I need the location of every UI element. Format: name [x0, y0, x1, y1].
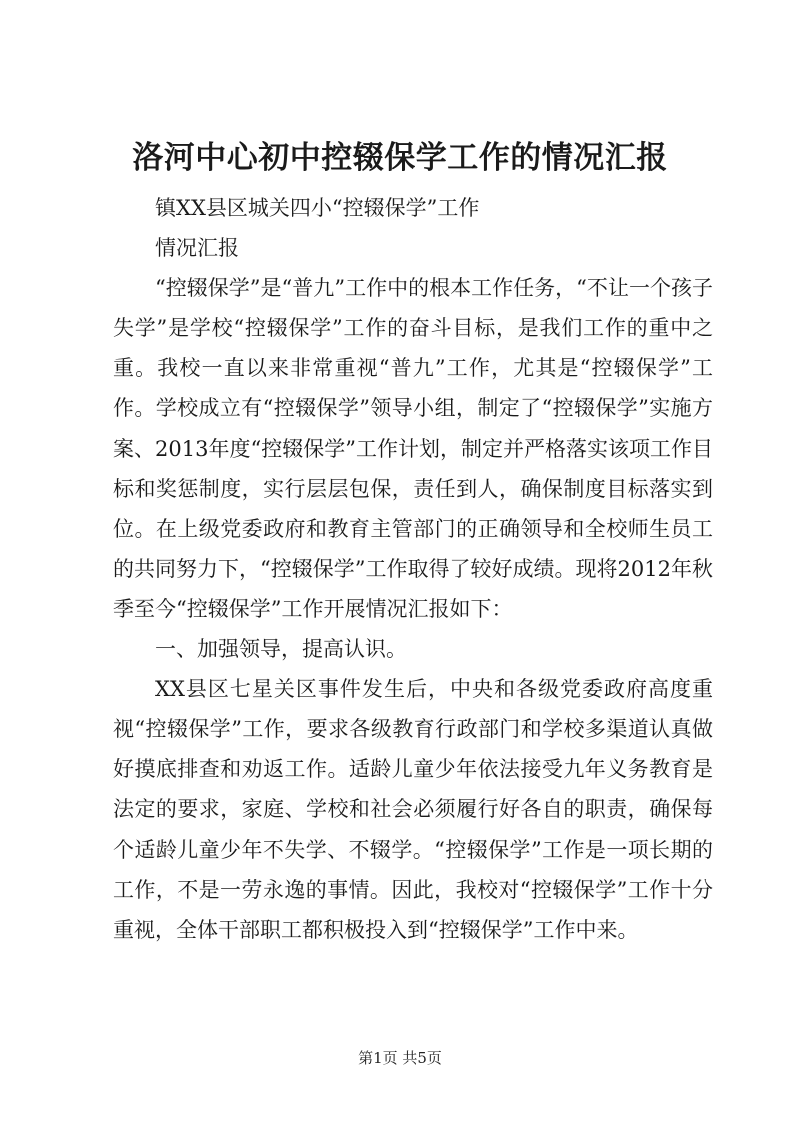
subtitle-line-1: 镇XX县区城关四小“控辍保学”工作: [155, 196, 480, 220]
paragraph-section-1: XX县区七星关区事件发生后，中央和各级党委政府高度重视“控辍保学”工作，要求各级教育行政部门和学校多渠道认真做好摸底排查和劝返工作。适龄儿童少年依法接受九年义务教育是法定的要求，家庭、学校和社会必须履行好各自的职责，确保每个适龄儿童少年不失学、不辍学。“控辍保学”工作是一项长期的工作，不是一劳永逸的事情。因此，我校对“控辍保学”工作十分重视，全体干部职工都积极投入到“控辍保学”工作中来。: [113, 677, 713, 942]
paragraph-intro: “控辍保学”是“普九”工作中的根本工作任务，“不让一个孩子失学”是学校“控辍保学”工作的奋斗目标，是我们工作的重中之重。我校一直以来非常重视“普九”工作，尤其是“控辍保学”工作。学校成立有“控辍保学”领导小组，制定了“控辍保学”实施方案、2013年度“控辍保学”工作计划，制定并严格落实该项工作目标和奖惩制度，实行层层包保，责任到人，确保制度目标落实到位。在上级党委政府和教育主管部门的正确领导和全校师生员工的共同努力下，“控辍保学”工作取得了较好成绩。现将2012年秋季至今“控辍保学”工作开展情况汇报如下：: [113, 276, 713, 621]
document-title: 洛河中心初中控辍保学工作的情况汇报: [132, 140, 668, 176]
subtitle-line-2: 情况汇报: [155, 236, 239, 261]
page-number-footer: 第1页 共5页: [358, 1049, 442, 1067]
document-body: [113, 188, 713, 950]
section-heading-1: 一、加强领导，提高认识。: [155, 637, 407, 662]
